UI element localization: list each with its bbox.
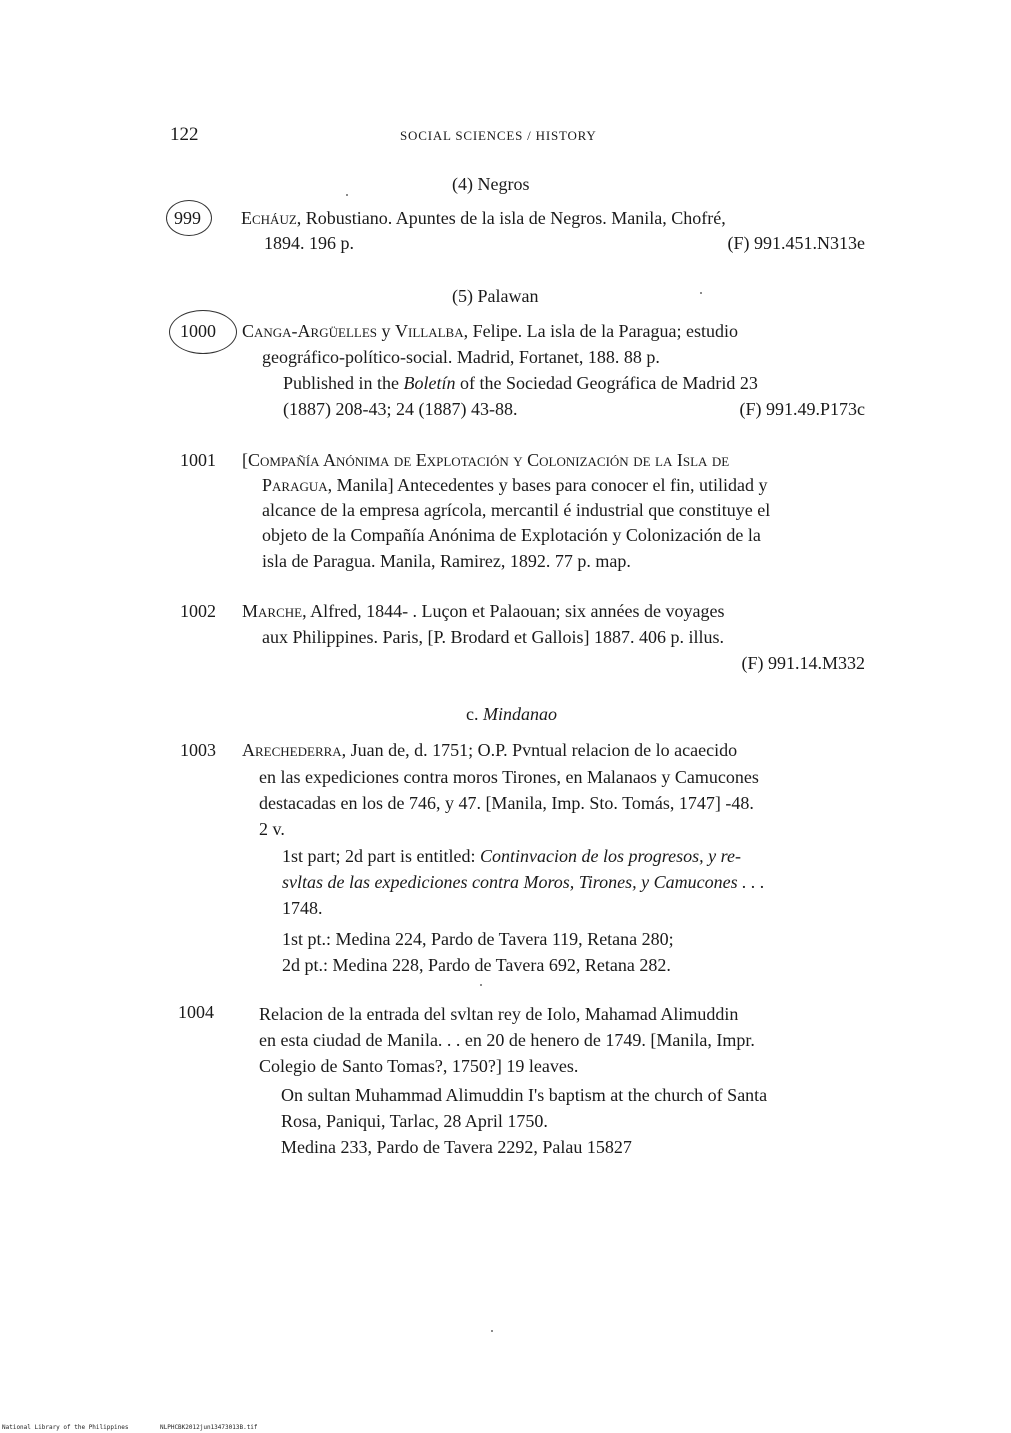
entry-line: [241, 208, 726, 229]
call-number: (F) 991.451.N313e: [727, 233, 865, 253]
entry-author: Paragua: [262, 475, 328, 495]
entry-text: 1st part; 2d part is entitled:: [282, 846, 480, 866]
entry-number: 1003: [180, 740, 216, 760]
entry-line: en las expediciones contra moros Tirones, en Malanaos y Camucones: [259, 767, 759, 787]
entry-line: Colegio de Santo Tomas?, 1750?] 19 leaves.: [259, 1056, 579, 1076]
section-heading-negros: (4) Negros: [452, 174, 530, 194]
entry-text: , Robustiano. Apuntes de la isla de Negros. Manila, Chofré,: [296, 208, 726, 228]
entry-note: 1st pt.: Medina 224, Pardo de Tavera 119, Retana 280;: [282, 929, 674, 949]
scan-speck: [491, 1330, 493, 1332]
entry-line: [242, 321, 738, 342]
entry-note: svltas de las expediciones contra Moros, Tirones, y Camucones . . .: [282, 872, 765, 892]
entry-line: destacadas en los de 746, y 47. [Manila, Imp. Sto. Tomás, 1747] -48.: [259, 793, 754, 813]
entry-note: On sultan Muhammad Alimuddin I's baptism at the church of Santa: [281, 1085, 768, 1105]
entry-line: 1894. 196 p.: [264, 233, 354, 253]
entry-line: 2 v.: [259, 819, 285, 839]
entry-line: [262, 475, 767, 496]
entry-line: [242, 601, 724, 622]
entry-note: Rosa, Paniqui, Tarlac, 28 April 1750.: [281, 1111, 548, 1131]
footer-library: National Library of the Philippines: [2, 1424, 129, 1431]
entry-line: en esta ciudad de Manila. . . en 20 de henero de 1749. [Manila, Impr.: [259, 1030, 755, 1050]
footer-filename: NLPHCBK2012jun13473013B.tif: [160, 1424, 258, 1431]
entry-number: 999: [174, 208, 201, 228]
call-number: (F) 991.49.P173c: [739, 399, 865, 419]
section-heading-mindanao: [466, 704, 557, 725]
scan-speck: [346, 194, 348, 196]
entry-line: [242, 740, 737, 761]
entry-author: Marche: [242, 601, 303, 621]
entry-author: Echáuz: [241, 208, 297, 228]
entry-number: 1002: [180, 601, 216, 621]
entry-text: of the Sociedad Geográfica de Madrid 23: [455, 373, 758, 393]
entry-text: , Juan de, d. 1751; O.P. Pvntual relacion de lo acaecido: [341, 740, 738, 760]
entry-text: , Alfred, 1844- . Luçon et Palaouan; six années de voyages: [302, 601, 725, 621]
section-letter: c.: [466, 704, 479, 724]
scan-speck: [480, 984, 482, 986]
section-title: Mindanao: [483, 704, 557, 724]
entry-text: Boletín: [403, 373, 456, 393]
entry-author: Arechederra: [242, 740, 342, 760]
entry-note: 2d pt.: Medina 228, Pardo de Tavera 692, Retana 282.: [282, 955, 671, 975]
entry-text: Published in the: [283, 373, 404, 393]
entry-line: [Compañía Anónima de Explotación y Colonización de la Isla de: [242, 450, 730, 470]
entry-note: [282, 846, 741, 867]
entry-note: Medina 233, Pardo de Tavera 2292, Palau 15827: [281, 1137, 632, 1157]
entry-text: Continvacion de los progresos, y re-: [479, 846, 741, 866]
entry-line: geográfico-político-social. Madrid, Fortanet, 188. 88 p.: [262, 347, 660, 367]
entry-text: , Manila] Antecedentes y bases para conocer el fin, utilidad y: [327, 475, 768, 495]
call-number: (F) 991.14.M332: [741, 653, 865, 673]
page-number: 122: [170, 124, 199, 145]
entry-author: Villalba: [395, 321, 464, 341]
section-heading-palawan: (5) Palawan: [452, 286, 539, 306]
entry-line: aux Philippines. Paris, [P. Brodard et Gallois] 1887. 406 p. illus.: [262, 627, 724, 647]
entry-number: 1001: [180, 450, 216, 470]
entry-line: Relacion de la entrada del svltan rey de Iolo, Mahamad Alimuddin: [259, 1004, 739, 1024]
entry-line: isla de Paragua. Manila, Ramirez, 1892. 77 p. map.: [262, 551, 631, 571]
entry-line: alcance de la empresa agrícola, mercantil é industrial que constituye el: [262, 500, 771, 520]
entry-line: objeto de la Compañía Anónima de Explotación y Colonización de la: [262, 525, 761, 545]
entry-text: y: [377, 321, 395, 341]
entry-number: 1000: [180, 321, 216, 341]
running-head: SOCIAL SCIENCES / HISTORY: [400, 128, 597, 143]
entry-author: Canga-Argüelles: [242, 321, 377, 341]
scan-speck: [700, 292, 702, 294]
entry-note: [283, 373, 758, 394]
entry-text: , Felipe. La isla de la Paragua; estudio: [463, 321, 739, 341]
entry-number: 1004: [178, 1002, 214, 1022]
entry-note: 1748.: [282, 898, 323, 918]
entry-note: (1887) 208-43; 24 (1887) 43-88.: [283, 399, 518, 419]
